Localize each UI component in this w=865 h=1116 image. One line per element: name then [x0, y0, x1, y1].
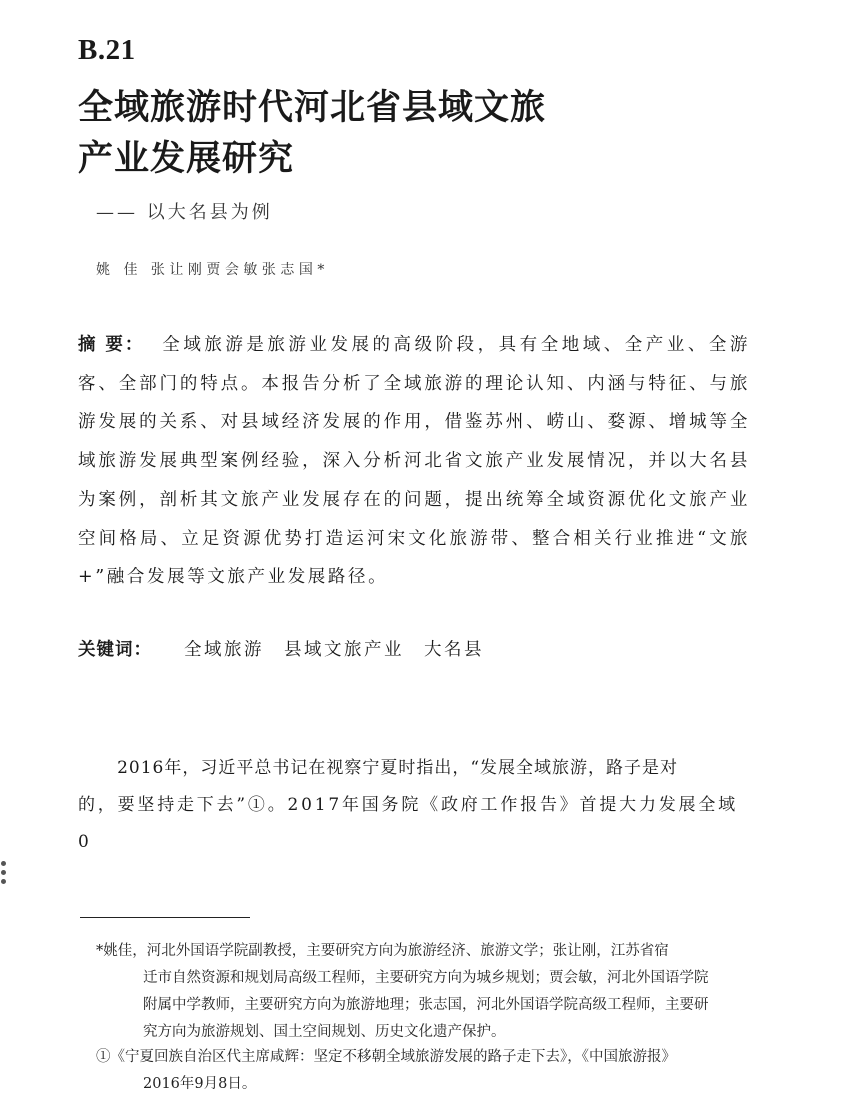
body-paragraph: [78, 750, 750, 861]
author-list: 姚 佳 张让刚贾会敏张志国*: [96, 262, 329, 278]
title-line-1: 全域旅游时代河北省县域文旅: [78, 87, 547, 128]
footnote-author-info: [96, 938, 756, 1046]
more-options-icon[interactable]: [1, 861, 9, 888]
footnote-line: ①《宁夏回族自治区代主席咸辉：坚定不移朝全域旅游发展的路子走下去》，《中国旅游报》: [96, 1049, 676, 1065]
title-line-2: 产业发展研究: [78, 138, 295, 179]
body-line-2: 的，要坚持走下去”①。2017年国务院《政府工作报告》首提大力发展全域: [78, 795, 738, 815]
keyword-item: 县域文旅产业: [284, 640, 404, 660]
footnote-line: 附属中学教师，主要研究方向为旅游地理；张志国，河北外国语学院高级工程师，主要研: [143, 997, 709, 1013]
footnote-line: 究方向为旅游规划、国土空间规划、历史文化遗产保护。: [143, 1024, 506, 1040]
chapter-number: B.21: [78, 34, 136, 66]
keyword-item: 全域旅游: [184, 640, 264, 660]
footnote-line: 2016年9月8日。: [143, 1076, 257, 1092]
subtitle: —— 以大名县为例: [96, 202, 273, 223]
abstract-block: [78, 326, 750, 597]
keywords-block: [78, 636, 504, 661]
footnote-citation: [96, 1044, 756, 1098]
body-line-1: 2016年，习近平总书记在视察宁夏时指出，“发展全域旅游，路子是对: [117, 758, 679, 778]
footnote-line: 迁市自然资源和规划局高级工程师，主要研究方向为城乡规划；贾会敏，河北外国语学院: [143, 970, 709, 986]
footnote-divider: [80, 917, 250, 918]
abstract-label: 摘 要：: [78, 335, 145, 355]
body-line-3: 0: [78, 832, 90, 852]
footnote-line: *姚佳，河北外国语学院副教授，主要研究方向为旅游经济、旅游文学；张让刚，江苏省宿: [96, 943, 669, 959]
keyword-item: 大名县: [424, 640, 484, 660]
abstract-text: 全域旅游是旅游业发展的高级阶段，具有全地域、全产业、全游客、全部门的特点。本报告分析了全域旅游的理论认知、内涵与特征、与旅游发展的关系、对县域经济发展的作用，借鉴苏州、崂山、婺源、增城等全域旅游发展典型案例经验，深入分析河北省文旅产业发展情况，并以大名县为案例，剖析其文旅产业发展存在的问题，提出统筹全域资源优化文旅产业空间格局、立足资源优势打造运河宋文化旅游带、整合相关行业推进“文旅+”融合发展等文旅产业发展路径。: [78, 335, 750, 588]
keywords-label: 关键词：: [78, 640, 152, 660]
